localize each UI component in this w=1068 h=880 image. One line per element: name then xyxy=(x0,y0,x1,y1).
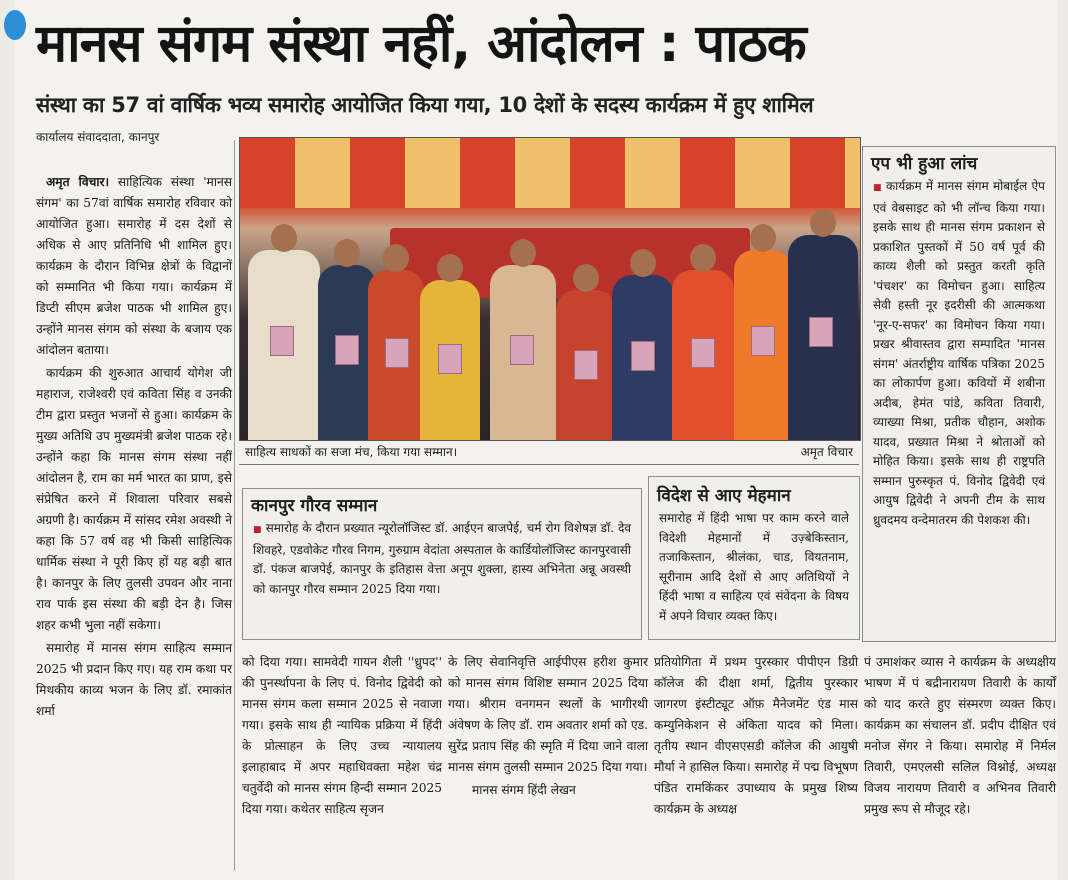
photo-canopy xyxy=(240,138,860,208)
foreign-guests-body: समारोह में हिंदी भाषा पर काम करने वाले विदेशी मेहमानों में उज़्बेकिस्तान, तजाकिस्तान, श्रीलंका, चाड, वियतनाम, सूरीनाम आदि देशों से आए अतिथियों ने हिंदी भाषा व साहित्य एवं संवेदना के विषय में अपने विचार व्यक्त किए। xyxy=(659,511,849,623)
subheadline: संस्था का 57 वां वार्षिक भव्य समारोह आयोजित किया गया, 10 देशों के सदस्य कार्यक्रम में हुए शामिल xyxy=(36,93,814,117)
photo-person xyxy=(672,270,734,440)
dateline: अमृत विचार। xyxy=(46,175,110,189)
app-launch-text: कार्यक्रम में मानस संगम मोबाईल ऐप एवं वेबसाइट को भी लॉन्च किया गया। इसके साथ ही मानस संगम प्रकाशन से प्रकाशित पुस्तकों में 50 वर्ष पूर्व की काव्य शैली को प्रस्तुत करती कृति 'पंचशर' का विमोचन हुआ। साहित्य सेवी हस्ती नूर इदरीसी की आत्मकथा 'नूर-ए-सफर' का विमोचन किया गया। प्रखर श्रीवास्तव द्वारा सम्पादित 'मानस संगम' अंतर्राष्ट्रीय वार्षिक पत्रिका 2025 का लोकार्पण हुआ। कवियों में शबीना अदीब, हेमंत पांडे, कविता तिवारी, व्याख्या मिश्रा, प्रतीक चौहान, अशोक यादव, प्रख्यात मिश्रा ने श्रोताओं को मोहित किया। इसके साथ ही राष्ट्रपति सम्मान पुरुस्कृत पं. विनोद द्विवेदी एवं आयुष द्विवेदी ने अपनी टीम के साथ ध्रुवदमय वन्देमातरम की पेशकश की। xyxy=(873,179,1045,527)
photo-person xyxy=(556,290,616,440)
kanpur-gaurav-box xyxy=(242,488,642,640)
byline: कार्यालय संवाददाता, कानपुर xyxy=(36,130,160,144)
newspaper-page xyxy=(14,0,1058,880)
col1-paragraph-3: समारोह में मानस संगम साहित्य सम्मान 2025 भी प्रदान किए गए। यह राम कथा पर मिथकीय काव्य भजन के लिए डॉ. रमाकांत शर्मा xyxy=(36,641,232,718)
kanpur-gaurav-title: कानपुर गौरव सम्मान xyxy=(251,496,378,516)
scan-marker-dot xyxy=(4,10,26,40)
col5-paragraph: पं उमाशंकर व्यास ने कार्यक्रम के अध्यक्षीय भाषण में पं बद्रीनारायण तिवारी के कार्यों को याद करते हुए संस्मरण व्यक्त किए। कार्यक्रम का संचालन डॉ. प्रदीप दीक्षित एवं मनोज सेंगर ने किया। समारोह में निर्मल तिवारी, एमएलसी सलिल विश्नोई, अध्यक्ष विजय नारायण तिवारी व अभिनव तिवारी प्रमुख रूप से मौजूद रहे। xyxy=(864,655,1056,816)
photo-person xyxy=(248,250,320,440)
kanpur-gaurav-body xyxy=(243,519,641,599)
photo-people xyxy=(240,210,860,440)
col3-paragraph-2: मानस संगम हिंदी लेखन xyxy=(472,783,576,797)
bullet-icon: ■ xyxy=(873,183,882,193)
app-launch-body xyxy=(863,177,1055,530)
article-column-4 xyxy=(654,652,858,822)
photo-person xyxy=(612,275,674,440)
headline: मानस संगम संस्था नहीं, आंदोलन : पाठक xyxy=(36,14,806,74)
app-launch-title: एप भी हुआ लांच xyxy=(871,154,978,174)
photo-caption-bar xyxy=(239,440,859,465)
bullet-icon: ■ xyxy=(253,525,262,535)
photo-person xyxy=(420,280,480,440)
article-column-1 xyxy=(36,172,232,724)
photo-person xyxy=(734,250,792,440)
article-column-5 xyxy=(864,652,1056,822)
col2-paragraph: को दिया गया। सामवेदी गायन शैली ''ध्रुपद'' की पुनर्स्थापना के लिए पं. विनोद द्विवेदी को मानस संगम कला सम्मान 2025 से नवाजा गया। इसके साथ ही न्यायिक प्रक्रिया में हिंदी के प्रोत्साहन के लिए उच्च न्यायालय इलाहाबाद में अपर महाधिवक्ता महेश चंद्र चतुर्वेदी को मानस संगम हिन्दी सम्मान 2025 दिया गया। कथेतर साहित्य सृजन xyxy=(242,655,442,816)
foreign-guests-title: विदेश से आए मेहमान xyxy=(657,486,791,506)
kanpur-gaurav-text: समारोह के दौरान प्रख्यात न्यूरोलॉजिस्ट डॉ. आईएन बाजपेई, चर्म रोग विशेषज्ञ डॉ. देव शिवहरे, एडवोकेट गौरव निगम, गुरुग्राम वेदांता अस्पताल के कार्डियोलॉजिस्ट कानपुरवासी डॉ. पंकज बाजपेई, कानपुर के इतिहास वेत्ता अनूप शुक्ला, हास्य अभिनेता अन्नू अवस्थी को कानपुर गौरव सम्मान 2025 दिया गया। xyxy=(253,521,631,596)
col4-paragraph: प्रतियोगिता में प्रथम पुरस्कार पीपीएन डिग्री कॉलेज की दीक्षा शर्मा, द्वितीय पुरस्कार जागरण इंस्टीट्यूट ऑफ़ मैनेजमेंट एंड मास कम्युनिकेशन से अंकिता यादव को मिला। तृतीय स्थान वीएसएसडी कॉलेज की आयुषी मौर्या ने हासिल किया। समारोह में पद्म विभूषण पंडित रामकिंकर उपाध्याय के प्रमुख शिष्य कार्यक्रम के अध्यक्ष xyxy=(654,655,858,816)
event-photo xyxy=(239,137,861,441)
photo-person xyxy=(788,235,858,440)
photo-credit: अमृत विचार xyxy=(800,445,853,459)
col3-paragraph-1: के लिए सेवानिवृत्ति आईपीएस हरीश कुमार को मानस संगम विशिष्ट सम्मान 2025 दिया गया। श्रीराम वनगमन स्थलों के भागीरथी अंवेषण के लिए डॉ. राम अवतार शर्मा को एड. सुरेंद्र प्रताप सिंह की स्मृति में दिया जाने वाला मानस संगम तुलसी सम्मान 2025 दिया गया। xyxy=(448,655,648,774)
article-column-2 xyxy=(242,652,442,822)
col1-paragraph-1: साहित्यिक संस्था 'मानस संगम' का 57वां वार्षिक समारोह रविवार को आयोजित हुआ। समारोह में दस देशों से अधिक से आए प्रतिनिधि भी शामिल हुए। कार्यक्रम के दौरान विभिन्न क्षेत्रों के विद्वानों को सम्मानित भी किया गया। कार्यक्रम में डिप्टी सीएम ब्रजेश पाठक भी शामिल हुए। उन्होंने मानस संगम को संस्था के बजाय एक आंदोलन बताया। xyxy=(36,175,233,357)
article-column-3 xyxy=(448,652,648,803)
photo-person xyxy=(490,265,556,440)
column-divider xyxy=(234,140,235,870)
col1-paragraph-2: कार्यक्रम की शुरुआत आचार्य योगेश जी महाराज, राजेश्वरी एवं कविता सिंह व उनकी टीम द्वारा प्रस्तुत भजनों से हुआ। कार्यक्रम के मुख्य अतिथि उप मुख्यमंत्री ब्रजेश पाठक रहे। उन्होंने कहा कि मानस संगम संस्था नहीं आंदोलन है, राम का मर्म भारत का प्राण, इसे संप्रेषित करने में शिवाला परिवार सबसे अग्रणी है। कार्यक्रम में सांसद रमेश अवस्थी ने कहा कि 57 वर्ष वह भी किसी साहित्यिक धार्मिक संस्था ने पूरी किए हों यह बड़ी बात है। कानपुर के लिए तुलसी उपवन और नाना राव पार्क इस संस्था की बड़ी देन है। जिस शहर कभी भुला नहीं सकेगा। xyxy=(36,366,232,632)
foreign-guests-box xyxy=(648,476,860,640)
photo-person xyxy=(368,270,424,440)
app-launch-box xyxy=(862,146,1056,642)
photo-caption: साहित्य साधकों का सजा मंच, किया गया सम्मान। xyxy=(245,445,458,459)
